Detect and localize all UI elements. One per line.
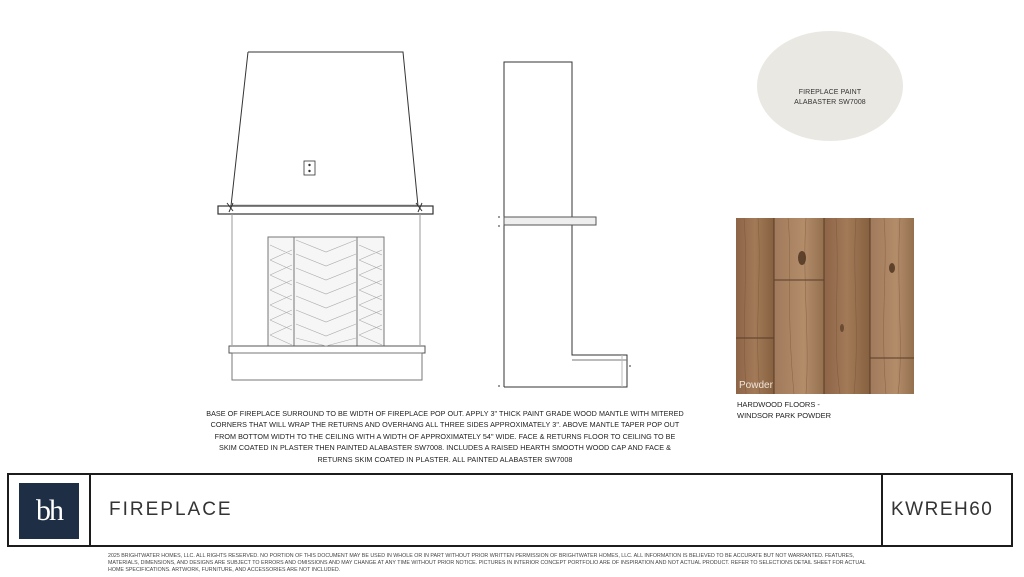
wood-knot-1: [798, 251, 806, 265]
paint-label-line2: ALABASTER SW7008: [794, 99, 866, 106]
outlet-icon: [304, 161, 315, 175]
swatch-overlay-text: Powder: [739, 380, 773, 391]
plank-4: [870, 218, 914, 394]
flooring-swatch-image: [736, 218, 914, 394]
spec-line: FROM BOTTOM WIDTH TO THE CEILING WITH A WIDTH OF APPROXIMATELY 54" WIDE. FACE & RETURNS FLOOR TO CEILING TO BE: [214, 431, 676, 441]
side-elevation: [498, 62, 631, 387]
floor-caption-line1: HARDWOOD FLOORS -: [737, 400, 820, 409]
plank-2: [774, 218, 824, 394]
outlet-hole-bottom: [308, 170, 310, 172]
flooring-caption: [737, 399, 831, 421]
dimension-tick-mid: [498, 225, 500, 227]
footer-line2: MATERIALS, DIMENSIONS, AND DESIGNS ARE SUBJECT TO ERRORS AND OMISSIONS AND MAY CHANGE AT ANY TIME WITHOUT PRIOR NOTICE. PICTURES IN INTERIOR CONCEPT PORTFOLIO ARE OF INSPIRATION AND NOT ACTUAL PRODUCT. REFER TO SELECTIONS DETAIL SHEET FOR ACTUAL: [108, 560, 866, 566]
surround-taper: [248, 52, 418, 206]
front-elevation: [218, 52, 433, 380]
logo-mark: bh: [36, 494, 62, 527]
footer-line3: HOME SPECIFICATIONS. ARTWORK, FURNITURE, AND ACCESSORIES ARE NOT INCLUDED.: [108, 567, 341, 573]
wood-plank-texture: [736, 218, 914, 394]
plan-code: KWREH60: [891, 499, 994, 520]
firebox-tile-panel: [268, 237, 384, 347]
floor-caption-line2: WINDSOR PARK POWDER: [737, 411, 832, 420]
title-block-divider: [89, 475, 91, 545]
spec-line: SKIM COATED IN PLASTER THEN PAINTED ALABASTER SW7008. INCLUDES A RAISED HEARTH SMOOTH WOOD CAP AND FACE &: [219, 443, 671, 453]
plank-3: [824, 218, 870, 394]
hearth-cap: [229, 346, 425, 353]
dimension-tick-bottom: [498, 385, 500, 387]
outlet-hole-top: [308, 164, 310, 166]
dimension-tick-top: [498, 216, 500, 218]
spec-description: [180, 408, 710, 465]
spec-line: BASE OF FIREPLACE SURROUND TO BE WIDTH OF FIREPLACE POP OUT. APPLY 3" THICK PAINT GRADE WOOD MANTLE WITH MITERED: [206, 409, 684, 418]
spec-line: CORNERS THAT WILL WRAP THE RETURNS AND OVERHANG ALL THREE SIDES APPROXIMATELY 3". ABOVE MANTLE TAPER POP OUT: [210, 420, 680, 430]
sheet-title: FIREPLACE: [109, 499, 233, 520]
legal-footer: [108, 553, 908, 574]
side-mantle: [504, 217, 596, 225]
mantle: [218, 206, 433, 214]
dimension-tick-hearth: [629, 365, 631, 367]
plank-1: [736, 218, 774, 394]
fireplace-drawing: [0, 0, 720, 400]
spec-line: RETURNS SKIM COATED IN PLASTER. ALL PAINTED ALABASTER SW7008: [317, 454, 573, 464]
title-block: [7, 473, 1013, 547]
paint-label-line1: FIREPLACE PAINT: [798, 89, 862, 96]
footer-line1: 2025 BRIGHTWATER HOMES, LLC. ALL RIGHTS RESERVED. NO PORTION OF THIS DOCUMENT MAY BE USED IN WHOLE OR IN PART WITHOUT PRIOR WRITTEN PERMISSION OF BRIGHTWATER HOMES, LLC. ALL INFORMATION IS BELIEVED TO BE ACCURATE BUT NOT WARRANTED. FEATURES,: [108, 553, 855, 559]
paint-swatch-label: [757, 88, 903, 108]
wood-knot-3: [840, 324, 844, 332]
hearth-base: [232, 353, 422, 380]
title-block-divider: [881, 475, 883, 545]
brand-logo: [19, 483, 79, 539]
paint-swatch-circle: [757, 31, 903, 141]
surround-taper-left: [231, 52, 248, 206]
wood-knot-2: [889, 263, 895, 273]
